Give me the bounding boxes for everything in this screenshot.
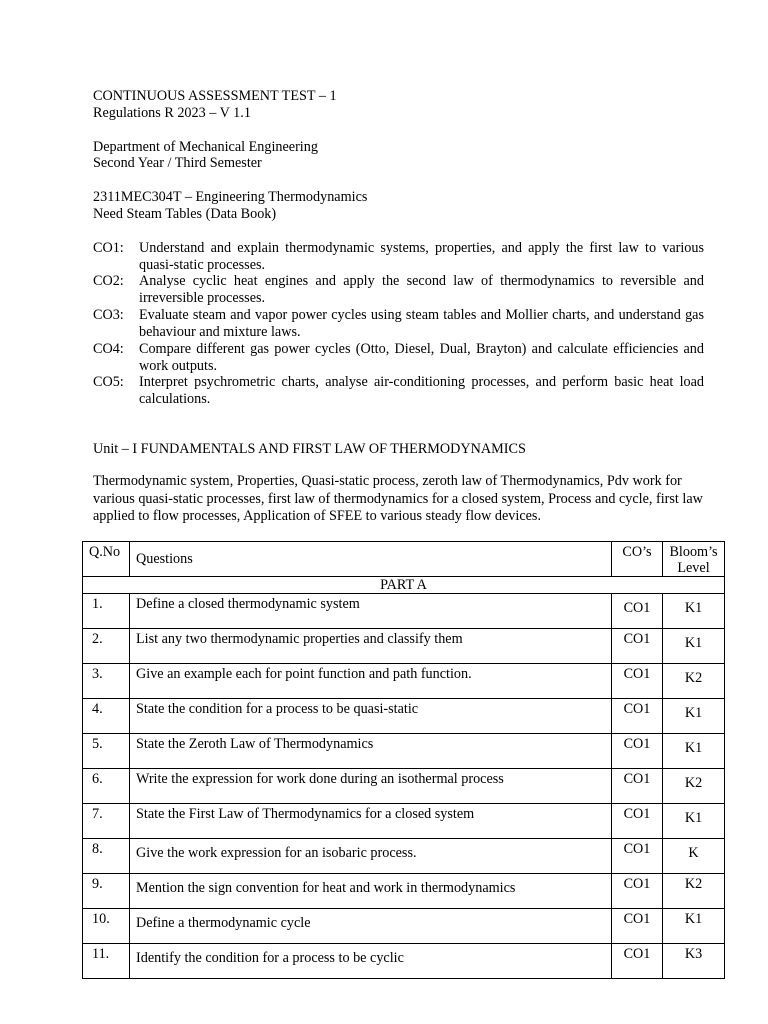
co-text: Interpret psychrometric charts, analyse air-conditioning processes, and perform basic heat load calculations.	[139, 374, 704, 407]
question-level: K2	[663, 664, 725, 699]
part-row	[83, 577, 725, 594]
co-tag: CO3:	[93, 307, 124, 323]
co-tag: CO5:	[93, 374, 124, 390]
question-number: 4.	[83, 699, 130, 734]
co-text: Compare different gas power cycles (Otto, Diesel, Dual, Brayton) and calculate efficiencies and work outputs.	[139, 341, 704, 374]
table-row	[83, 769, 725, 804]
question-text: State the Zeroth Law of Thermodynamics	[130, 734, 612, 769]
question-number: 9.	[83, 874, 130, 909]
header-questions: Questions	[130, 542, 612, 577]
question-text: Give an example each for point function and path function.	[130, 664, 612, 699]
question-co: CO1	[612, 804, 663, 839]
question-level: K2	[663, 874, 725, 909]
question-number: 5.	[83, 734, 130, 769]
question-text: Mention the sign convention for heat and work in thermodynamics	[130, 874, 612, 909]
question-co: CO1	[612, 629, 663, 664]
year-semester: Second Year / Third Semester	[93, 155, 262, 171]
question-text: State the First Law of Thermodynamics for a closed system	[130, 804, 612, 839]
table-row	[83, 734, 725, 769]
test-title: CONTINUOUS ASSESSMENT TEST – 1	[93, 88, 337, 104]
header-qno: Q.No	[83, 542, 130, 577]
table-row	[83, 664, 725, 699]
question-number: 7.	[83, 804, 130, 839]
question-number: 6.	[83, 769, 130, 804]
table-row	[83, 839, 725, 874]
table-row	[83, 944, 725, 979]
question-level: K2	[663, 769, 725, 804]
course-outcome-5	[93, 374, 704, 408]
question-text: Give the work expression for an isobaric process.	[130, 839, 612, 874]
question-co: CO1	[612, 839, 663, 874]
question-table	[82, 541, 725, 979]
question-level: K1	[663, 734, 725, 769]
course-outcome-2	[93, 273, 704, 307]
table-header-row	[83, 542, 725, 577]
co-tag: CO4:	[93, 341, 124, 357]
question-co: CO1	[612, 699, 663, 734]
course-outcome-4	[93, 341, 704, 375]
question-text: Identify the condition for a process to be cyclic	[130, 944, 612, 979]
question-level: K1	[663, 594, 725, 629]
header-cos: CO’s	[612, 542, 663, 577]
question-co: CO1	[612, 594, 663, 629]
question-text: Define a thermodynamic cycle	[130, 909, 612, 944]
question-co: CO1	[612, 734, 663, 769]
question-level: K	[663, 839, 725, 874]
question-level: K1	[663, 629, 725, 664]
course-outcome-3	[93, 307, 704, 341]
co-text: Evaluate steam and vapor power cycles using steam tables and Mollier charts, and understand gas behaviour and mixture laws.	[139, 307, 704, 340]
table-row	[83, 699, 725, 734]
co-text: Analyse cyclic heat engines and apply the second law of thermodynamics to reversible and irreversible processes.	[139, 273, 704, 306]
table-row	[83, 804, 725, 839]
question-co: CO1	[612, 874, 663, 909]
question-number: 1.	[83, 594, 130, 629]
department: Department of Mechanical Engineering	[93, 139, 318, 155]
co-text: Understand and explain thermodynamic systems, properties, and apply the first law to various quasi-static processes.	[139, 240, 704, 273]
table-row	[83, 594, 725, 629]
question-level: K1	[663, 804, 725, 839]
question-text: Define a closed thermodynamic system	[130, 594, 612, 629]
regulations: Regulations R 2023 – V 1.1	[93, 105, 251, 121]
table-row	[83, 909, 725, 944]
question-text: Write the expression for work done during an isothermal process	[130, 769, 612, 804]
header-blooms-level: Bloom’s Level	[663, 542, 725, 577]
co-tag: CO2:	[93, 273, 124, 289]
part-a-label: PART A	[83, 577, 725, 594]
question-co: CO1	[612, 769, 663, 804]
question-co: CO1	[612, 664, 663, 699]
question-number: 11.	[83, 944, 130, 979]
question-text: List any two thermodynamic properties and classify them	[130, 629, 612, 664]
question-co: CO1	[612, 944, 663, 979]
question-level: K3	[663, 944, 725, 979]
question-text: State the condition for a process to be quasi-static	[130, 699, 612, 734]
question-level: K1	[663, 909, 725, 944]
question-number: 2.	[83, 629, 130, 664]
data-book-note: Need Steam Tables (Data Book)	[93, 206, 277, 222]
question-number: 10.	[83, 909, 130, 944]
course-outcome-1	[93, 240, 704, 274]
table-row	[83, 629, 725, 664]
unit-syllabus: Thermodynamic system, Properties, Quasi-static process, zeroth law of Thermodynamics, Pdv work for various quasi-static processes, first law of thermodynamics for a closed system, Process and cycle, first law applied to flow processes, Application of SFEE to various steady flow devices.	[93, 473, 703, 524]
question-co: CO1	[612, 909, 663, 944]
co-tag: CO1:	[93, 240, 124, 256]
table-row	[83, 874, 725, 909]
question-level: K1	[663, 699, 725, 734]
question-number: 8.	[83, 839, 130, 874]
course-title: 2311MEC304T – Engineering Thermodynamics	[93, 189, 368, 205]
question-number: 3.	[83, 664, 130, 699]
unit-title: Unit – I FUNDAMENTALS AND FIRST LAW OF THERMODYNAMICS	[93, 441, 526, 457]
